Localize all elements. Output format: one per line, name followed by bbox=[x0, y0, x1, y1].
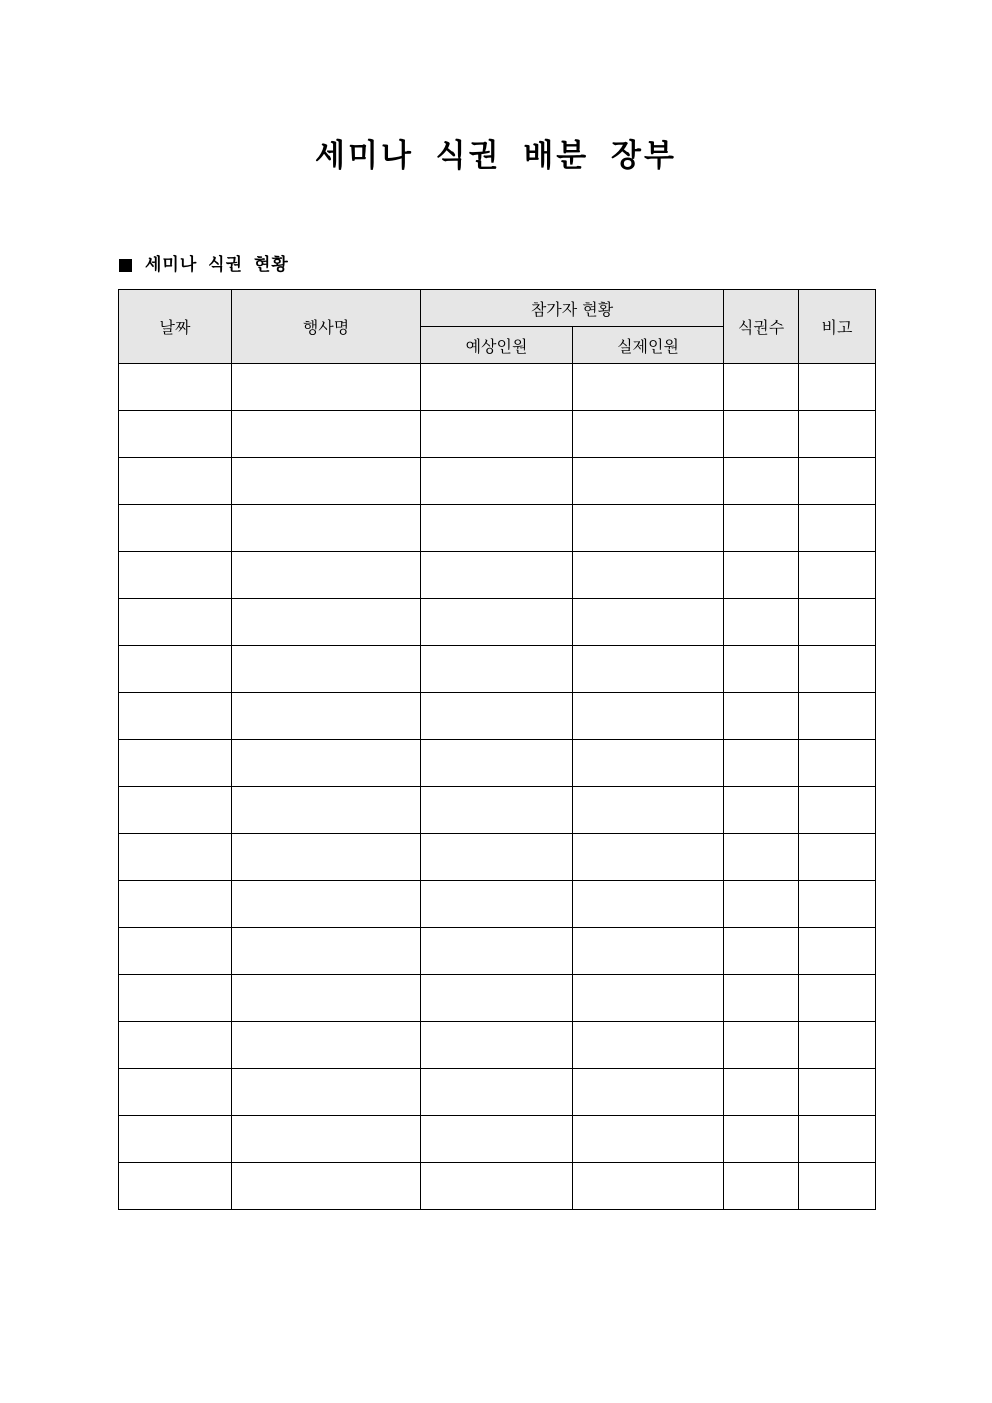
cell-expected-count[interactable] bbox=[421, 1022, 573, 1069]
meal-ticket-table bbox=[118, 289, 876, 1210]
cell-date[interactable] bbox=[119, 411, 232, 458]
cell-date[interactable] bbox=[119, 693, 232, 740]
cell-remarks[interactable] bbox=[799, 1116, 876, 1163]
table-body bbox=[119, 364, 876, 1210]
cell-actual-count[interactable] bbox=[573, 740, 724, 787]
table-row bbox=[119, 599, 876, 646]
cell-remarks[interactable] bbox=[799, 505, 876, 552]
cell-ticket-count[interactable] bbox=[724, 1116, 799, 1163]
cell-ticket-count[interactable] bbox=[724, 834, 799, 881]
cell-remarks[interactable] bbox=[799, 411, 876, 458]
cell-remarks[interactable] bbox=[799, 646, 876, 693]
cell-date[interactable] bbox=[119, 364, 232, 411]
cell-ticket-count[interactable] bbox=[724, 599, 799, 646]
cell-expected-count[interactable] bbox=[421, 787, 573, 834]
table-row bbox=[119, 646, 876, 693]
cell-date[interactable] bbox=[119, 928, 232, 975]
cell-expected-count[interactable] bbox=[421, 505, 573, 552]
cell-date[interactable] bbox=[119, 834, 232, 881]
cell-event-name[interactable] bbox=[232, 975, 421, 1022]
cell-actual-count[interactable] bbox=[573, 975, 724, 1022]
cell-event-name[interactable] bbox=[232, 787, 421, 834]
cell-ticket-count[interactable] bbox=[724, 693, 799, 740]
table-row bbox=[119, 881, 876, 928]
header-expected-count: 예상인원 bbox=[421, 327, 573, 364]
cell-event-name[interactable] bbox=[232, 1022, 421, 1069]
header-remarks: 비고 bbox=[799, 290, 876, 364]
cell-date[interactable] bbox=[119, 505, 232, 552]
cell-event-name[interactable] bbox=[232, 740, 421, 787]
table-row bbox=[119, 1163, 876, 1210]
cell-expected-count[interactable] bbox=[421, 552, 573, 599]
cell-remarks[interactable] bbox=[799, 693, 876, 740]
cell-actual-count[interactable] bbox=[573, 1163, 724, 1210]
cell-expected-count[interactable] bbox=[421, 693, 573, 740]
cell-actual-count[interactable] bbox=[573, 1116, 724, 1163]
cell-remarks[interactable] bbox=[799, 975, 876, 1022]
cell-actual-count[interactable] bbox=[573, 411, 724, 458]
cell-expected-count[interactable] bbox=[421, 1116, 573, 1163]
cell-remarks[interactable] bbox=[799, 740, 876, 787]
cell-actual-count[interactable] bbox=[573, 928, 724, 975]
cell-actual-count[interactable] bbox=[573, 505, 724, 552]
cell-remarks[interactable] bbox=[799, 1022, 876, 1069]
cell-ticket-count[interactable] bbox=[724, 881, 799, 928]
table-row bbox=[119, 1022, 876, 1069]
cell-date[interactable] bbox=[119, 1163, 232, 1210]
cell-date[interactable] bbox=[119, 787, 232, 834]
cell-remarks[interactable] bbox=[799, 364, 876, 411]
header-participants: 참가자 현황 bbox=[421, 290, 724, 327]
square-bullet-icon bbox=[119, 259, 132, 272]
cell-actual-count[interactable] bbox=[573, 646, 724, 693]
cell-event-name[interactable] bbox=[232, 364, 421, 411]
cell-actual-count[interactable] bbox=[573, 599, 724, 646]
cell-actual-count[interactable] bbox=[573, 834, 724, 881]
table-row bbox=[119, 364, 876, 411]
cell-date[interactable] bbox=[119, 599, 232, 646]
table-row bbox=[119, 693, 876, 740]
cell-actual-count[interactable] bbox=[573, 1022, 724, 1069]
cell-date[interactable] bbox=[119, 975, 232, 1022]
cell-ticket-count[interactable] bbox=[724, 1069, 799, 1116]
table-row bbox=[119, 1116, 876, 1163]
cell-ticket-count[interactable] bbox=[724, 787, 799, 834]
cell-ticket-count[interactable] bbox=[724, 411, 799, 458]
table-row bbox=[119, 552, 876, 599]
header-date: 날짜 bbox=[119, 290, 232, 364]
cell-date[interactable] bbox=[119, 646, 232, 693]
header-actual-count: 실제인원 bbox=[573, 327, 724, 364]
cell-event-name[interactable] bbox=[232, 834, 421, 881]
cell-expected-count[interactable] bbox=[421, 411, 573, 458]
cell-date[interactable] bbox=[119, 740, 232, 787]
cell-event-name[interactable] bbox=[232, 1116, 421, 1163]
cell-date[interactable] bbox=[119, 881, 232, 928]
table-row bbox=[119, 834, 876, 881]
cell-expected-count[interactable] bbox=[421, 975, 573, 1022]
cell-ticket-count[interactable] bbox=[724, 740, 799, 787]
cell-expected-count[interactable] bbox=[421, 364, 573, 411]
cell-event-name[interactable] bbox=[232, 928, 421, 975]
cell-date[interactable] bbox=[119, 552, 232, 599]
cell-actual-count[interactable] bbox=[573, 693, 724, 740]
cell-remarks[interactable] bbox=[799, 1163, 876, 1210]
cell-ticket-count[interactable] bbox=[724, 458, 799, 505]
header-ticket-count: 식권수 bbox=[724, 290, 799, 364]
cell-actual-count[interactable] bbox=[573, 787, 724, 834]
cell-remarks[interactable] bbox=[799, 787, 876, 834]
cell-event-name[interactable] bbox=[232, 881, 421, 928]
cell-event-name[interactable] bbox=[232, 693, 421, 740]
section-heading-label: 세미나 식권 현황 bbox=[145, 255, 289, 275]
cell-date[interactable] bbox=[119, 1069, 232, 1116]
header-event-name: 행사명 bbox=[232, 290, 421, 364]
cell-expected-count[interactable] bbox=[421, 1069, 573, 1116]
cell-expected-count[interactable] bbox=[421, 646, 573, 693]
cell-event-name[interactable] bbox=[232, 1069, 421, 1116]
cell-expected-count[interactable] bbox=[421, 928, 573, 975]
cell-event-name[interactable] bbox=[232, 458, 421, 505]
cell-remarks[interactable] bbox=[799, 834, 876, 881]
table-row bbox=[119, 975, 876, 1022]
cell-event-name[interactable] bbox=[232, 599, 421, 646]
cell-expected-count[interactable] bbox=[421, 1163, 573, 1210]
cell-event-name[interactable] bbox=[232, 552, 421, 599]
cell-remarks[interactable] bbox=[799, 599, 876, 646]
table-row bbox=[119, 505, 876, 552]
cell-expected-count[interactable] bbox=[421, 881, 573, 928]
cell-event-name[interactable] bbox=[232, 1163, 421, 1210]
cell-expected-count[interactable] bbox=[421, 834, 573, 881]
cell-expected-count[interactable] bbox=[421, 458, 573, 505]
cell-ticket-count[interactable] bbox=[724, 975, 799, 1022]
cell-ticket-count[interactable] bbox=[724, 1022, 799, 1069]
cell-expected-count[interactable] bbox=[421, 740, 573, 787]
cell-event-name[interactable] bbox=[232, 505, 421, 552]
cell-actual-count[interactable] bbox=[573, 552, 724, 599]
cell-actual-count[interactable] bbox=[573, 364, 724, 411]
cell-event-name[interactable] bbox=[232, 411, 421, 458]
table-row bbox=[119, 458, 876, 505]
cell-remarks[interactable] bbox=[799, 928, 876, 975]
cell-remarks[interactable] bbox=[799, 552, 876, 599]
table-row bbox=[119, 928, 876, 975]
cell-remarks[interactable] bbox=[799, 1069, 876, 1116]
cell-event-name[interactable] bbox=[232, 646, 421, 693]
cell-ticket-count[interactable] bbox=[724, 1163, 799, 1210]
cell-date[interactable] bbox=[119, 1116, 232, 1163]
page-title: 세미나 식권 배분 장부 bbox=[315, 138, 677, 174]
cell-ticket-count[interactable] bbox=[724, 646, 799, 693]
cell-ticket-count[interactable] bbox=[724, 505, 799, 552]
cell-remarks[interactable] bbox=[799, 881, 876, 928]
cell-actual-count[interactable] bbox=[573, 458, 724, 505]
cell-ticket-count[interactable] bbox=[724, 552, 799, 599]
table-row bbox=[119, 787, 876, 834]
table-row bbox=[119, 411, 876, 458]
cell-date[interactable] bbox=[119, 1022, 232, 1069]
section-heading bbox=[119, 253, 289, 277]
table-header bbox=[119, 290, 876, 364]
cell-ticket-count[interactable] bbox=[724, 928, 799, 975]
cell-actual-count[interactable] bbox=[573, 881, 724, 928]
cell-date[interactable] bbox=[119, 458, 232, 505]
table-row bbox=[119, 740, 876, 787]
cell-expected-count[interactable] bbox=[421, 599, 573, 646]
cell-remarks[interactable] bbox=[799, 458, 876, 505]
table-row bbox=[119, 1069, 876, 1116]
cell-actual-count[interactable] bbox=[573, 1069, 724, 1116]
cell-ticket-count[interactable] bbox=[724, 364, 799, 411]
